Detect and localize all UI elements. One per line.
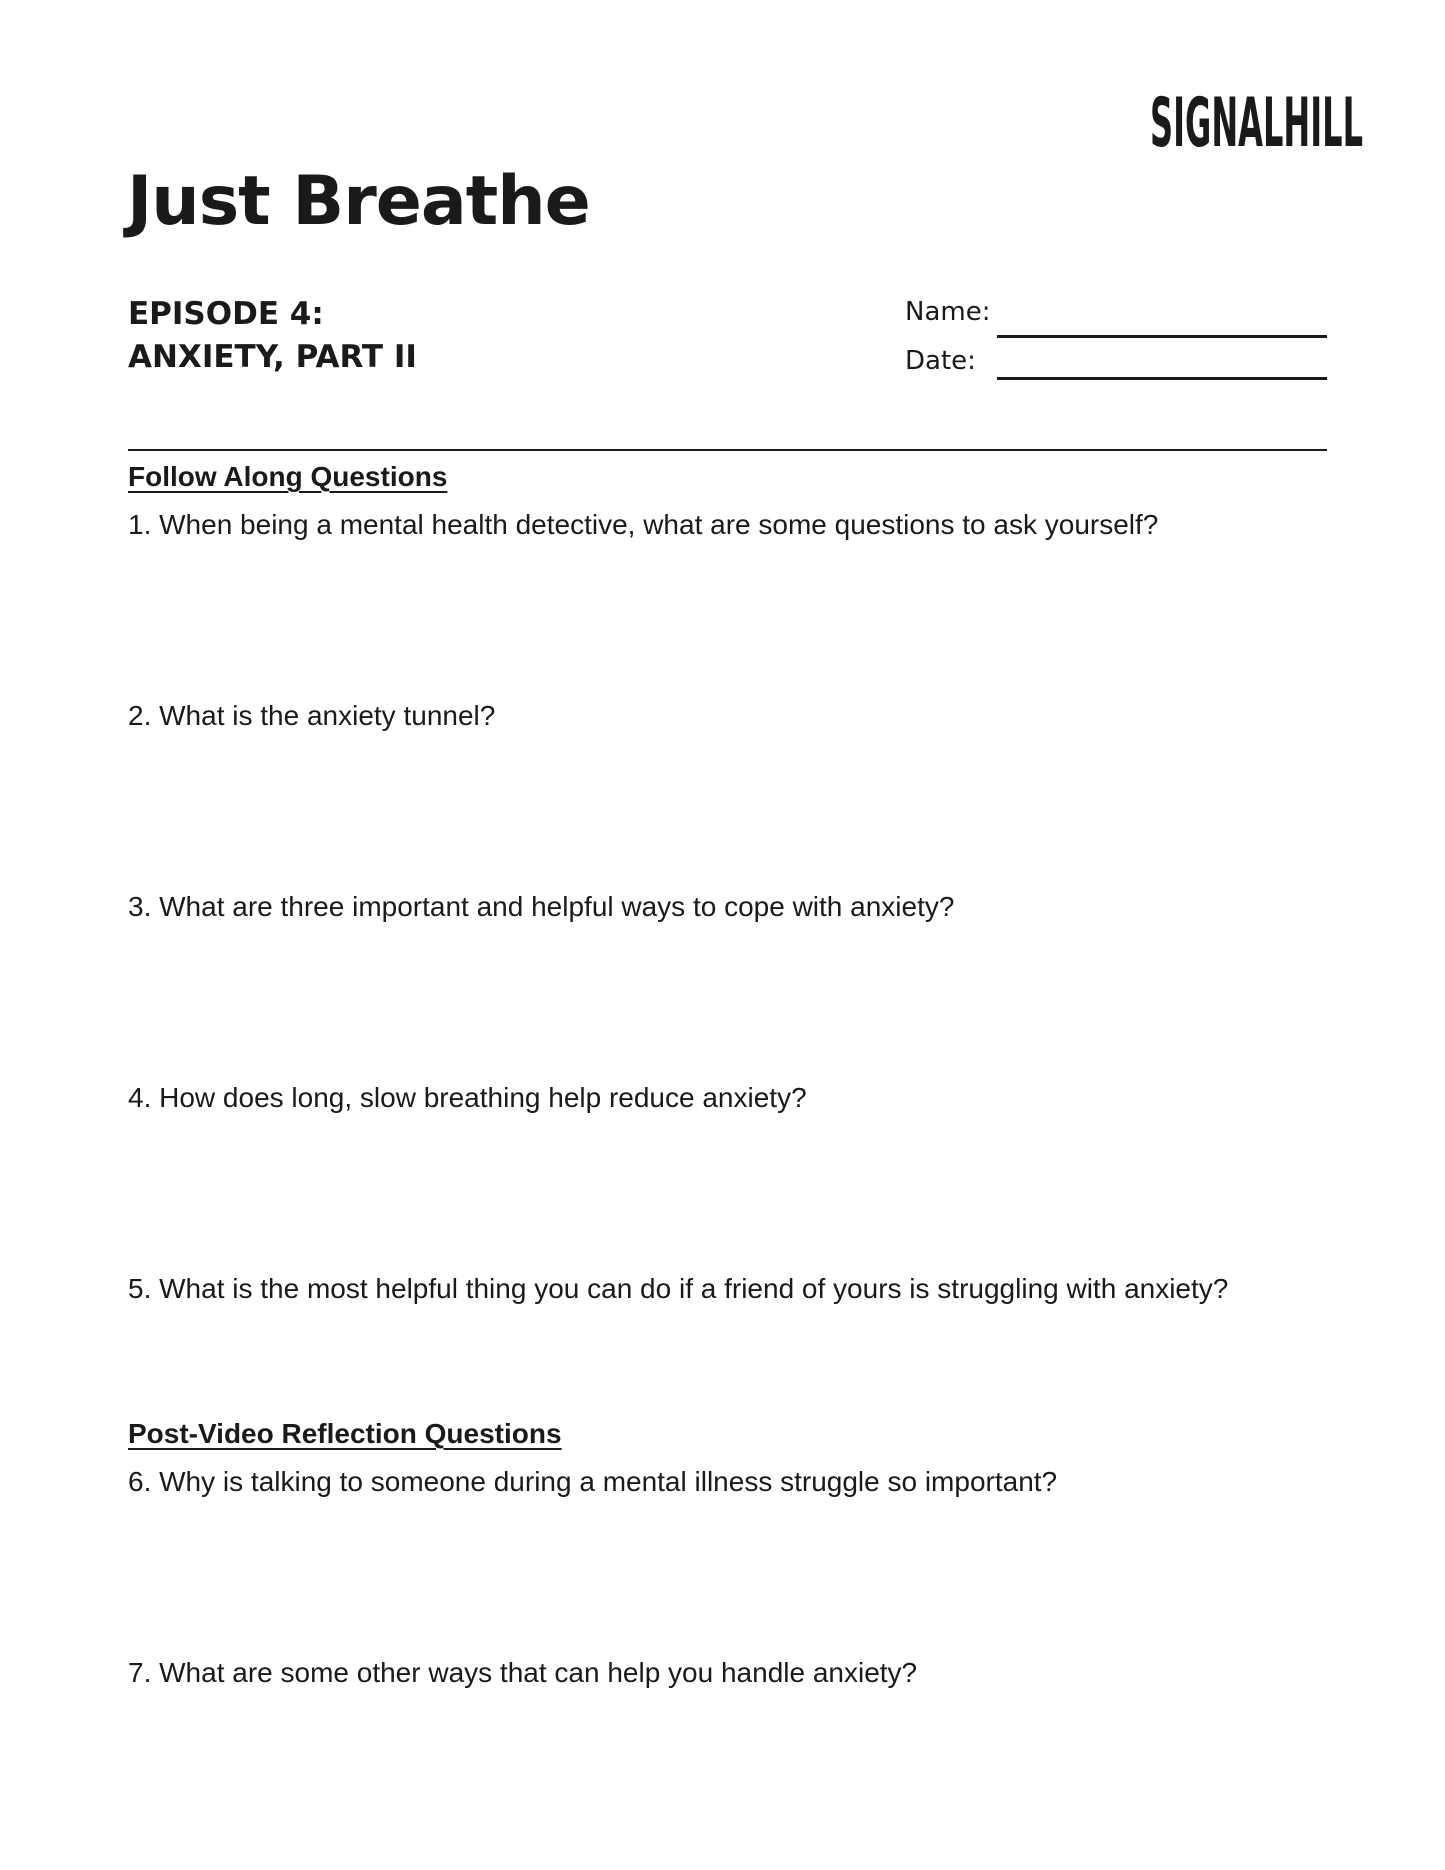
question-5: 5. What is the most helpful thing you can do if a friend of yours is struggling with anxiety? bbox=[128, 1273, 1229, 1304]
question-2: 2. What is the anxiety tunnel? bbox=[128, 700, 496, 731]
answer-area-6[interactable] bbox=[128, 1512, 1327, 1642]
answer-area-7[interactable] bbox=[128, 1703, 1327, 1843]
episode-heading bbox=[128, 293, 417, 379]
episode-subtitle: ANXIETY, PART II bbox=[128, 339, 417, 375]
question-7: 7. What are some other ways that can help you handle anxiety? bbox=[128, 1657, 918, 1688]
signalhill-logo-mark bbox=[1150, 84, 1365, 154]
page-title: Just Breathe bbox=[127, 162, 590, 241]
name-field[interactable] bbox=[997, 335, 1327, 338]
name-label: Name: bbox=[905, 297, 991, 327]
answer-area-4[interactable] bbox=[128, 1128, 1327, 1258]
answer-area-3[interactable] bbox=[128, 937, 1327, 1067]
section-heading-follow-along: Follow Along Questions bbox=[128, 461, 448, 492]
answer-area-5[interactable] bbox=[128, 1319, 1327, 1419]
answer-area-1[interactable] bbox=[128, 555, 1327, 685]
answer-area-2[interactable] bbox=[128, 746, 1327, 876]
question-1: 1. When being a mental health detective, what are some questions to ask yourself? bbox=[128, 509, 1159, 540]
date-field[interactable] bbox=[997, 377, 1327, 380]
question-4: 4. How does long, slow breathing help reduce anxiety? bbox=[128, 1082, 807, 1113]
date-label: Date: bbox=[905, 346, 976, 376]
signalhill-logo bbox=[1150, 84, 1365, 154]
question-6: 6. Why is talking to someone during a mental illness struggle so important? bbox=[128, 1466, 1058, 1497]
section-heading-post-video: Post-Video Reflection Questions bbox=[128, 1418, 562, 1449]
question-3: 3. What are three important and helpful ways to cope with anxiety? bbox=[128, 891, 955, 922]
header-divider bbox=[128, 449, 1327, 451]
episode-number: EPISODE 4: bbox=[128, 296, 324, 332]
signalhill-logo-text: SIGNALHILL bbox=[1150, 84, 1363, 154]
